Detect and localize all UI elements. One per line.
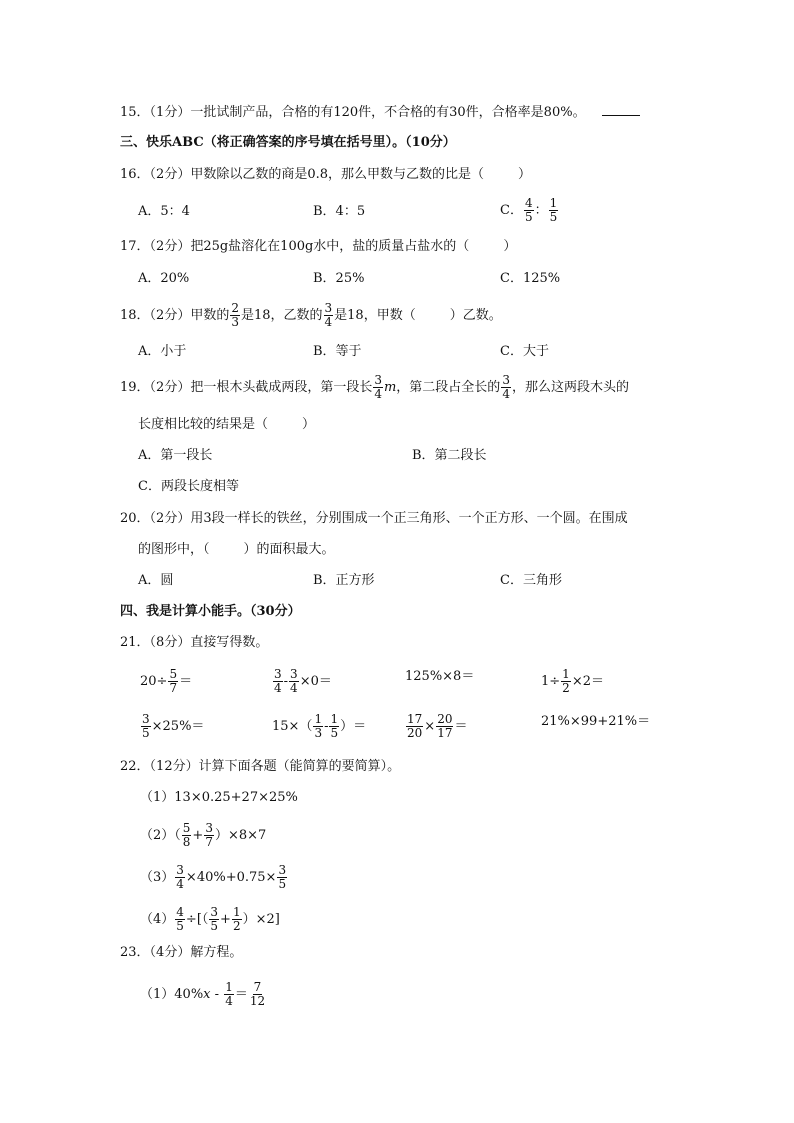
q19-stem-line2: 长度相比较的结果是（ ）: [138, 417, 316, 432]
section-3-title: 三、快乐ABC（将正确答案的序号填在括号里）。（10分）: [120, 135, 456, 150]
q17-stem: 17．（2分）把25g盐溶化在100g水中，盐的质量占盐水的（ ）: [120, 239, 517, 254]
q20-stem-line2: 的图形中，（ ）的面积最大。: [138, 542, 335, 557]
q18-option-a[interactable]: A．小于: [138, 344, 187, 359]
q19-stem-line1: 19．（2分）把一根木头截成两段，第一段长 $\frac{3}{4}$ m，第二段占全长的 $\frac{3}{4}$ ，那么这两段木头的: [120, 373, 629, 401]
q17-option-b[interactable]: B．25%: [313, 271, 365, 286]
q16-stem: 16．（2分）甲数除以乙数的商是0.8，那么甲数与乙数的比是（ ）: [120, 167, 532, 182]
q16-option-b[interactable]: B．4：5: [313, 204, 366, 219]
q21-expr-6: 15×（ $\frac{1}{3}$ - $\frac{1}{5}$ ）＝: [272, 712, 367, 740]
q20-option-c[interactable]: C．三角形: [500, 573, 562, 588]
q22-title: 22．（12分）计算下面各题（能简算的要简算）。: [120, 759, 401, 774]
q20-stem-line1: 20．（2分）用3段一样长的铁丝，分别围成一个正三角形、一个正方形、一个圆。在围成: [120, 511, 628, 526]
q23-title: 23．（4分）解方程。: [120, 945, 243, 960]
q21-expr-1: 20÷ $\frac{5}{7}$ ＝: [140, 667, 193, 695]
q21-expr-4: 1÷ $\frac{1}{2}$ ×2＝: [541, 667, 604, 695]
q20-option-b[interactable]: B．正方形: [313, 573, 375, 588]
q21-expr-2: $\frac{3}{4}$ - $\frac{3}{4}$ ×0＝: [274, 667, 332, 695]
q19-option-a[interactable]: A．第一段长: [138, 448, 213, 463]
q22-part-1: （1）13×0.25+27×25%: [140, 790, 298, 805]
q16-option-a[interactable]: A．5：4: [138, 204, 190, 219]
q21-title: 21．（8分）直接写得数。: [120, 635, 269, 650]
q18-option-b[interactable]: B．等于: [313, 344, 362, 359]
q22-part-3: （3） $\frac{3}{4}$ ×40%+0.75× $\frac{3}{5}$: [140, 863, 287, 891]
q21-expr-8: 21%×99+21%＝: [541, 714, 651, 729]
section-4-title: 四、我是计算小能手。（30分）: [120, 604, 301, 619]
q15-text: 15．（1分）一批试制产品，合格的有120件，不合格的有30件，合格率是80%。: [120, 103, 640, 122]
q23-equation-1: （1）40%x - $\frac{1}{4}$ ＝ $\frac{7}{12}$: [140, 980, 266, 1008]
q21-expr-5: $\frac{3}{5}$ ×25%＝: [142, 712, 205, 740]
q18-stem: 18．（2分）甲数的 $\frac{2}{3}$ 是18，乙数的 $\frac{3}{4}$ 是18，甲数（ ）乙数。: [120, 301, 502, 329]
q21-expr-7: $\frac{17}{20}$ × $\frac{20}{17}$ ＝: [407, 712, 468, 740]
q22-part-2: （2）（ $\frac{5}{8}$ + $\frac{3}{7}$ ）×8×7: [140, 821, 267, 849]
q20-option-a[interactable]: A．圆: [138, 573, 174, 588]
answer-blank[interactable]: [602, 103, 640, 116]
q16-option-c[interactable]: C． $\frac{4}{5}$ ： $\frac{1}{5}$: [500, 196, 558, 224]
q17-option-a[interactable]: A．20%: [138, 271, 190, 286]
q22-part-4: （4） $\frac{4}{5}$ ÷[（ $\frac{3}{5}$ + $\frac{1}{2}$ ）×2]: [140, 905, 280, 933]
q21-expr-3: 125%×8＝: [405, 669, 475, 684]
q19-option-b[interactable]: B．第二段长: [412, 448, 487, 463]
q18-option-c[interactable]: C．大于: [500, 344, 549, 359]
q19-option-c[interactable]: C．两段长度相等: [138, 479, 239, 494]
q17-option-c[interactable]: C．125%: [500, 271, 561, 286]
